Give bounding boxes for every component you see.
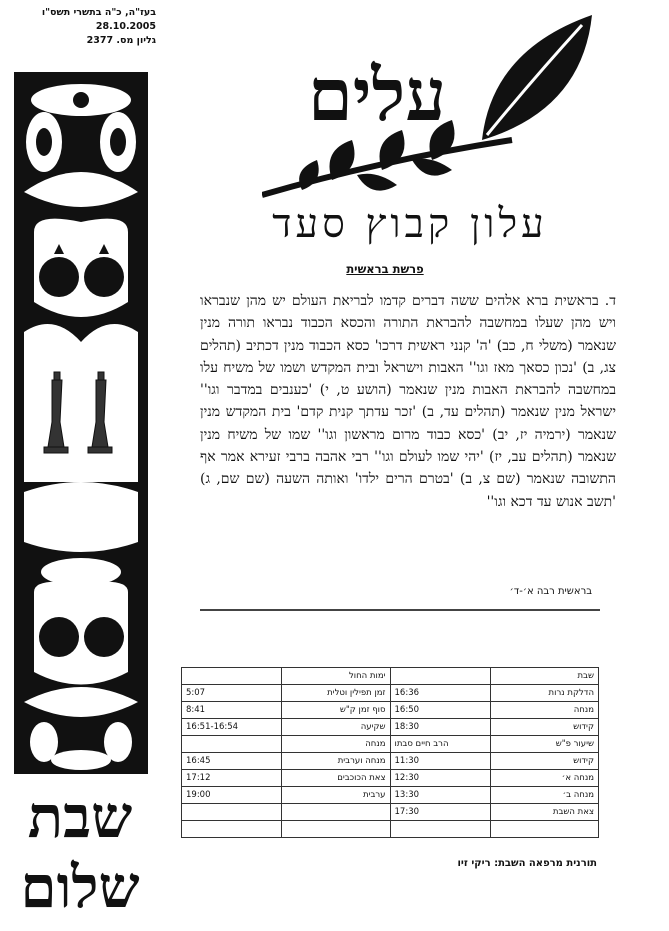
weekday-label: שקיעה — [282, 719, 390, 736]
shabbat-time: הרב חיים סבתו — [390, 736, 490, 753]
weekday-label — [282, 821, 390, 838]
shalom-word: שלום — [20, 853, 140, 921]
hebrew-date: בעז"ה, כ"ה בתשרי תשס"ו — [41, 7, 156, 18]
weekday-label: מנחה וערבית — [282, 753, 390, 770]
shabbat-time: 11:30 — [390, 753, 490, 770]
table-row — [182, 685, 599, 702]
decorative-side-border — [14, 72, 148, 774]
shabbat-header: שבת — [490, 668, 598, 685]
logo-title: עלים — [307, 52, 447, 137]
alim-logo — [262, 10, 602, 210]
table-row — [182, 702, 599, 719]
parasha-title: פרשת בראשית — [346, 262, 424, 276]
weekday-label — [282, 804, 390, 821]
divider-line — [200, 609, 600, 611]
prayer-times-table — [181, 667, 599, 838]
table-header-row — [182, 668, 599, 685]
shabbat-label: צאת השבת — [490, 804, 598, 821]
shabbat-label: קידוש — [490, 753, 598, 770]
shabbat-time — [390, 821, 490, 838]
shabbat-label: מנחה — [490, 702, 598, 719]
table-row — [182, 719, 599, 736]
weekday-time: 8:41 — [182, 702, 282, 719]
issue-number: גליון מס. 2377 — [86, 35, 156, 46]
weekday-time: 16:45 — [182, 753, 282, 770]
weekday-label: מנחה — [282, 736, 390, 753]
weekday-label: זמן תפילין וטלית — [282, 685, 390, 702]
weekday-time: 5:07 — [182, 685, 282, 702]
shabbat-label: מנחה ב׳ — [490, 787, 598, 804]
table-row — [182, 736, 599, 753]
weekday-time: 16:51-16:54 — [182, 719, 282, 736]
shabbat-time: 18:30 — [390, 719, 490, 736]
table-row — [182, 770, 599, 787]
issue-header — [14, 6, 156, 48]
weekday-header: ימות החול — [282, 668, 390, 685]
weekday-time: 19:00 — [182, 787, 282, 804]
shabbat-shalom-text — [10, 782, 150, 922]
floral-ornament-icon — [14, 72, 148, 774]
shabbat-label: קידוש — [490, 719, 598, 736]
shabbat-time: 13:30 — [390, 787, 490, 804]
table-row — [182, 821, 599, 838]
table-row — [182, 787, 599, 804]
shabbat-label: מנחה א׳ — [490, 770, 598, 787]
weekday-label: צאת הכוכבים — [282, 770, 390, 787]
table-row — [182, 804, 599, 821]
shabbat-label: שיעור פ"ש — [490, 736, 598, 753]
weekday-label: ערבית — [282, 787, 390, 804]
weekday-time — [182, 736, 282, 753]
text-source: בראשית רבה א׳-ד׳ — [509, 586, 592, 597]
nurse-on-duty: תורנית מרפאה השבת: ריקי זיו — [457, 858, 597, 869]
weekday-label: סוף זמן ק"ש — [282, 702, 390, 719]
weekday-time — [182, 821, 282, 838]
shabbat-time: 12:30 — [390, 770, 490, 787]
shabbat-time: 16:50 — [390, 702, 490, 719]
weekday-time: 17:12 — [182, 770, 282, 787]
shabbat-label: הדלקת נרות — [490, 685, 598, 702]
table-row — [182, 753, 599, 770]
weekday-time — [182, 804, 282, 821]
shabbat-word: שבת — [27, 783, 133, 851]
shabbat-label — [490, 821, 598, 838]
shabbat-time: 17:30 — [390, 804, 490, 821]
shabbat-time: 16:36 — [390, 685, 490, 702]
gregorian-date: 28.10.2005 — [95, 21, 156, 32]
midrash-text: ד. בראשית ברא אלהים ששה דברים קדמו לבריאת העולם יש מהן שנבראו ויש מהן שעלו במחשבה להבראת התורה והכסא הכבוד נבראו תורה מנין שנאמר (משלי ח, כב) 'ה' קנני ראשית דרכו' כסא הכבוד מנין דכתיב (תהלים צג, ב) 'נכון כסאך מאז וגו'' האבות וישראל ובית המקדש ושמו של משיח עלו במחשבה להבראת האבות מנין שנאמר (הושע ט, י) 'כענבים במדבר וגו'' ישראל מנין שנאמר (תהלים עד, ב) 'זכר עדתך קנית קדם' בית המקדש מנין שנאמר (ירמיה יז, יב) 'כסא כבוד מרום מראשון וגו'' שמו של משיח מנין שנאמר (תהלים עב, יז) 'יהי שמו לעולם וגו'' רבי אהבה ברבי זעירא אמר אף התשובה שנאמר (שם צ, ב) 'בטרם הרים ילדו' ואותה השעה (שם שם, ג) 'תשב אנוש עד דכא וגו'' — [200, 293, 616, 510]
newsletter-subtitle: עלון קבוץ סעד — [272, 201, 548, 247]
